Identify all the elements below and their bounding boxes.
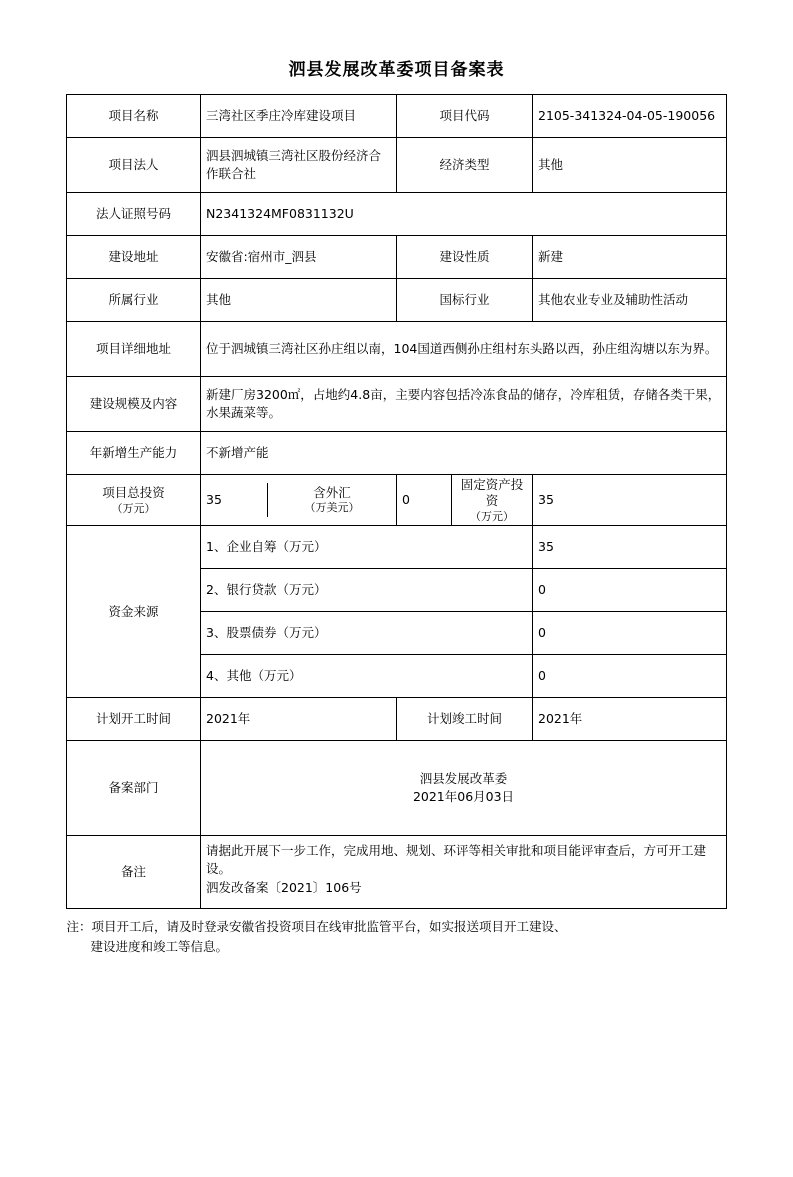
economy-type-value: 其他: [533, 138, 727, 193]
forex-label-line2: （万美元）: [304, 501, 360, 515]
national-industry-value: 其他农业专业及辅助性活动: [533, 279, 727, 322]
funding-item-value: 0: [533, 612, 727, 655]
construction-address-label: 建设地址: [67, 236, 201, 279]
table-row: [67, 138, 727, 193]
new-capacity-label: 年新增生产能力: [67, 432, 201, 475]
total-investment-label-line2: （万元）: [111, 502, 156, 516]
legal-person-value: 泗县泗城镇三湾社区股份经济合作联合社: [201, 138, 397, 193]
document-page: [0, 55, 793, 1177]
finish-time-label: 计划竣工时间: [397, 698, 533, 741]
table-row: [67, 475, 727, 526]
funding-source-label: 资金来源: [67, 526, 201, 698]
table-row: [67, 322, 727, 377]
table-row: [67, 377, 727, 432]
footer-note-line2: 建设进度和竣工等信息。: [90, 939, 229, 955]
fixed-investment-label-line2: （万元）: [470, 509, 514, 523]
project-code-value: 2105-341324-04-05-190056: [533, 95, 727, 138]
footer-note-line1: 注：项目开工后，请及时登录安徽省投资项目在线审批监管平台，如实报送项目开工建设、: [66, 919, 567, 935]
start-time-label: 计划开工时间: [67, 698, 201, 741]
table-row: [67, 279, 727, 322]
legal-person-label: 项目法人: [67, 138, 201, 193]
fixed-investment-value: 35: [533, 475, 727, 526]
construction-nature-value: 新建: [533, 236, 727, 279]
table-row: [67, 741, 727, 836]
remark-number: 泗发改备案〔2021〕106号: [206, 879, 362, 895]
scale-content-value: 新建厂房3200㎡，占地约4.8亩，主要内容包括冷冻食品的储存，冷库租赁，存储各类干果，水果蔬菜等。: [201, 377, 727, 432]
footer-note: [67, 917, 727, 957]
total-investment-cell: [201, 475, 397, 526]
project-code-label: 项目代码: [397, 95, 533, 138]
remark-label: 备注: [67, 836, 201, 909]
funding-item-value: 35: [533, 526, 727, 569]
funding-item-label: 1、企业自筹（万元）: [201, 526, 533, 569]
total-investment-label-line1: 项目总投资: [102, 485, 165, 501]
fixed-investment-label: [452, 475, 533, 525]
funding-item-label: 3、股票债券（万元）: [201, 612, 533, 655]
funding-item-label: 2、银行贷款（万元）: [201, 569, 533, 612]
new-capacity-value: 不新增产能: [201, 432, 727, 475]
total-investment-label: [67, 475, 201, 526]
start-time-value: 2021年: [201, 698, 397, 741]
table-row: [67, 236, 727, 279]
table-row: [67, 836, 727, 909]
table-row: [67, 432, 727, 475]
construction-address-value: 安徽省:宿州市_泗县: [201, 236, 397, 279]
forex-and-fixed-cell: [397, 475, 533, 526]
detail-address-label: 项目详细地址: [67, 322, 201, 377]
remark-text: 请据此开展下一步工作，完成用地、规划、环评等相关审批和项目能评审查后，方可开工建设。: [206, 843, 707, 877]
forex-value: 0: [402, 492, 410, 508]
industry-label: 所属行业: [67, 279, 201, 322]
license-number-label: 法人证照号码: [67, 193, 201, 236]
filing-department-value: [201, 741, 727, 836]
funding-item-value: 0: [533, 655, 727, 698]
national-industry-label: 国标行业: [397, 279, 533, 322]
project-filing-form: [66, 94, 727, 909]
table-row: [67, 526, 727, 569]
economy-type-label: 经济类型: [397, 138, 533, 193]
filing-department-date: 2021年06月03日: [412, 789, 515, 805]
project-name-value: 三湾社区季庄冷库建设项目: [201, 95, 397, 138]
funding-item-label: 4、其他（万元）: [201, 655, 533, 698]
industry-value: 其他: [201, 279, 397, 322]
filing-department-name: 泗县发展改革委: [419, 771, 508, 787]
forex-label-line1: 含外汇: [313, 485, 351, 501]
finish-time-value: 2021年: [533, 698, 727, 741]
page-title: 泗县发展改革委项目备案表: [288, 60, 505, 80]
scale-content-label: 建设规模及内容: [67, 377, 201, 432]
remark-value: [201, 836, 727, 909]
filing-department-label: 备案部门: [67, 741, 201, 836]
license-number-value: N2341324MF0831132U: [201, 193, 727, 236]
construction-nature-label: 建设性质: [397, 236, 533, 279]
project-name-label: 项目名称: [67, 95, 201, 138]
total-investment-value: 35: [206, 492, 222, 508]
fixed-investment-label-line1: 固定资产投资: [460, 477, 524, 509]
detail-address-value: 位于泗城镇三湾社区孙庄组以南，104国道西侧孙庄组村东头路以西，孙庄组沟塘以东为界。: [201, 322, 727, 377]
funding-item-value: 0: [533, 569, 727, 612]
table-row: [67, 193, 727, 236]
forex-label: [268, 483, 397, 517]
table-row: [67, 698, 727, 741]
table-row: [67, 95, 727, 138]
